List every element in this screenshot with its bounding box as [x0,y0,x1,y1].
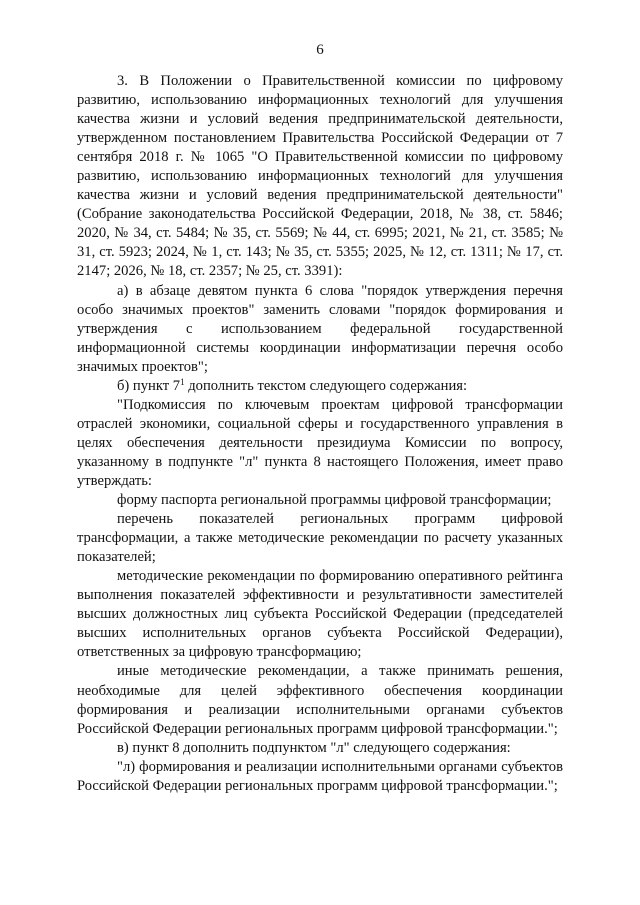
paragraph-item-3: 3. В Положении о Правительственной комиссии по цифровому развитию, использованию информационных технологий для улучшения качества жизни и условий ведения предпринимательской деятельности, утвержденном постановлением Правительства Российской Федерации от 7 сентября 2018 г. № 1065 "О Правительственной комиссии по цифровому развитию, использованию информационных технологий для улучшения качества жизни и условий ведения предпринимательской деятельности" (Собрание законодательства Российской Федерации, 2018, № 38, ст. 5846; 2020, № 34, ст. 5484; № 35, ст. 5569; № 44, ст. 6995; 2021, № 21, ст. 3585; № 31, ст. 5923; 2024, № 1, ст. 143; № 35, ст. 5355; 2025, № 12, ст. 1311; № 17, ст. 2147; 2026, № 18, ст. 2357; № 25, ст. 3391): [77,73,563,280]
paragraph-other-recommendations: иные методические рекомендации, а также принимать решения, необходимые для целей эффективного обеспечения координации формирования и реализации исполнительными органами субъектов Российской Федерации региональных программ цифровой трансформации."; [77,663,563,737]
subitem-b-text-start: б) пункт 7 [117,377,181,394]
paragraph-passport-form: форму паспорта региональной программы цифровой трансформации; [117,492,552,509]
paragraph-rating-methodology: методические рекомендации по формированию оперативного рейтинга выполнения показателей эффективности и результативности заместителей высших должностных лиц субъекта Российской Федерации (председателей высших исполнительных органов субъекта Российской Федерации), ответственных за цифровую трансформацию; [77,568,563,661]
paragraph-subitem-a: а) в абзаце девятом пункта 6 слова "порядок утверждения перечня особо значимых проектов" заменить словами "порядок формирования и утверждения с использованием федеральной государственной информационной системы координации информатизации перечня особо значимых проектов"; [77,282,563,375]
paragraph-subitem-v: в) пункт 8 дополнить подпунктом "л" следующего содержания: [117,739,511,756]
paragraph-subcommission-rights: "Подкомиссия по ключевым проектам цифровой трансформации отраслей экономики, социальной сферы и государственного управления в целях обеспечения деятельности президиума Комиссии по вопросу, указанному в подпункте "л" пункта 8 настоящего Положения, имеет право утверждать: [77,396,563,489]
paragraph-subitem-l: "л) формирования и реализации исполнительными органами субъектов Российской Федерации региональных программ цифровой трансформации."; [77,758,563,794]
superscript-index: 1 [180,376,185,387]
page-number: 6 [316,42,324,58]
paragraph-indicators-list: перечень показателей региональных программ цифровой трансформации, а также методические рекомендации по расчету указанных показателей; [77,511,563,566]
document-body [77,72,563,796]
subitem-b-text-end: дополнить текстом следующего содержания: [184,377,468,394]
paragraph-subitem-b [77,377,563,396]
